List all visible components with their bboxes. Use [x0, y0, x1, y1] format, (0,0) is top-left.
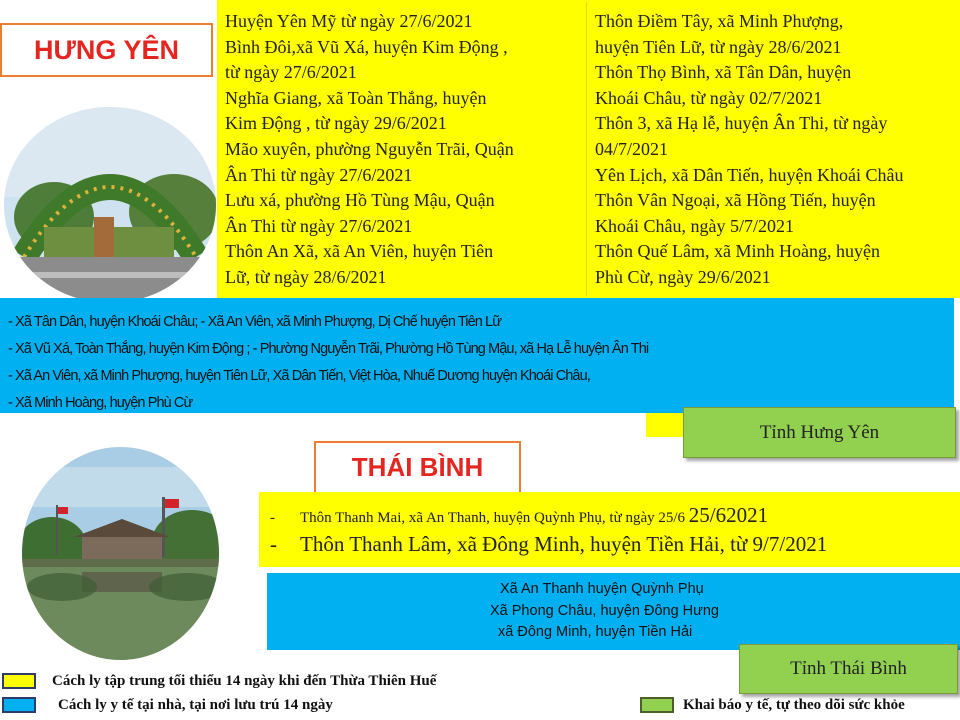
list-item: - Xã Vũ Xá, Toàn Thắng, huyện Kim Động ; - Phường Nguyễn Trãi, Phường Hồ Tùng Mậu, xã Hạ Lễ huyện Ân Thi	[8, 341, 649, 357]
list-item: - Xã Tân Dân, huyện Khoái Châu; - Xã An Viên, xã Minh Phượng, Dị Chế huyện Tiên Lữ	[8, 314, 502, 330]
list-item: Yên Lịch, xã Dân Tiến, huyện Khoái Châu	[595, 164, 904, 185]
legend-green-swatch	[640, 697, 674, 713]
hung-yen-yellow-left-list	[225, 9, 585, 291]
thai-binh-title	[314, 441, 521, 494]
legend-yellow-swatch	[2, 673, 36, 689]
list-item: Phù Cừ, ngày 29/6/2021	[595, 266, 771, 287]
list-bullet: -	[270, 532, 277, 556]
list-item: Lữ, từ ngày 28/6/2021	[225, 266, 387, 287]
list-item: Mão xuyên, phường Nguyễn Trãi, Quận	[225, 138, 514, 159]
hung-yen-green-label-text: Tỉnh Hưng Yên	[759, 421, 880, 443]
list-item: huyện Tiên Lữ, từ ngày 28/6/2021	[595, 36, 842, 57]
list-item: Huyện Yên Mỹ từ ngày 27/6/2021	[225, 11, 473, 31]
list-item	[270, 529, 960, 559]
list-item: Ân Thi từ ngày 27/6/2021	[225, 215, 413, 236]
thai-binh-blue-list	[490, 579, 790, 644]
list-item: 04/7/2021	[595, 138, 669, 159]
list-item: Khoái Châu, ngày 5/7/2021	[595, 215, 794, 236]
list-bullet: -	[270, 510, 275, 526]
list-item: Nghĩa Giang, xã Toàn Thắng, huyện	[225, 87, 487, 108]
list-item: - Xã An Viên, xã Minh Phượng, huyện Tiên Lữ, Xã Dân Tiến, Việt Hòa, Nhuế Dương huyện Khoái Châu,	[8, 368, 590, 384]
thai-binh-yellow-list	[270, 501, 960, 559]
list-item-text: Thôn Thanh Lâm, xã Đông Minh, huyện Tiền Hải, từ 9/7/2021	[300, 532, 828, 556]
thai-binh-green-label	[739, 644, 958, 694]
hung-yen-title	[0, 23, 213, 77]
list-item	[270, 501, 960, 529]
list-item: - Xã Minh Hoàng, huyện Phù Cừ	[8, 395, 193, 411]
list-item: xã Đông Minh, huyện Tiền Hải	[498, 624, 693, 640]
list-item: Xã Phong Châu, huyện Đông Hưng	[490, 602, 719, 619]
list-item: Thôn Điềm Tây, xã Minh Phượng,	[595, 11, 844, 31]
hung-yen-yellow-divider	[586, 2, 587, 296]
list-item: Thôn An Xã, xã An Viên, huyện Tiên	[225, 241, 494, 262]
list-item-text: Thôn Thanh Mai, xã An Thanh, huyện Quỳnh Phụ, từ ngày 25/6	[300, 510, 689, 526]
hung-yen-green-label	[683, 407, 956, 458]
list-item: Lưu xá, phường Hồ Tùng Mậu, Quận	[225, 190, 495, 211]
list-item: Khoái Châu, từ ngày 02/7/2021	[595, 87, 823, 108]
thai-binh-green-label-text: Tỉnh Thái Bình	[790, 658, 907, 679]
list-item: Thôn Quế Lâm, xã Minh Hoàng, huyện	[595, 241, 880, 262]
hung-yen-yellow-right-list	[595, 9, 955, 291]
legend-blue-text: Cách ly y tế tại nhà, tại nơi lưu trú 14 ngày	[58, 697, 333, 713]
list-item: Thôn 3, xã Hạ lễ, huyện Ân Thi, từ ngày	[595, 113, 888, 134]
hung-yen-blue-list	[8, 309, 948, 417]
thai-binh-photo	[22, 447, 219, 660]
list-item: Thôn Vân Ngoại, xã Hồng Tiến, huyện	[595, 190, 876, 211]
list-item: Kim Động , từ ngày 29/6/2021	[225, 113, 447, 134]
hung-yen-title-text: HƯNG YÊN	[34, 34, 179, 65]
list-item: từ ngày 27/6/2021	[225, 62, 357, 83]
legend-blue-swatch	[2, 697, 36, 713]
list-item: Ân Thi từ ngày 27/6/2021	[225, 164, 413, 185]
legend-green-text: Khai báo y tế, tự theo dõi sức khỏe	[683, 697, 905, 713]
list-item: Thôn Thọ Bình, xã Tân Dân, huyện	[595, 62, 852, 83]
list-item: Bình Đôi,xã Vũ Xá, huyện Kim Động ,	[225, 36, 508, 57]
legend-yellow-text: Cách ly tập trung tối thiểu 14 ngày khi đến Thừa Thiên Huế	[52, 673, 437, 689]
list-item-tail: 25/62021	[688, 503, 769, 527]
list-item: Xã An Thanh huyện Quỳnh Phụ	[500, 581, 704, 597]
thai-binh-title-text: THÁI BÌNH	[351, 452, 484, 482]
